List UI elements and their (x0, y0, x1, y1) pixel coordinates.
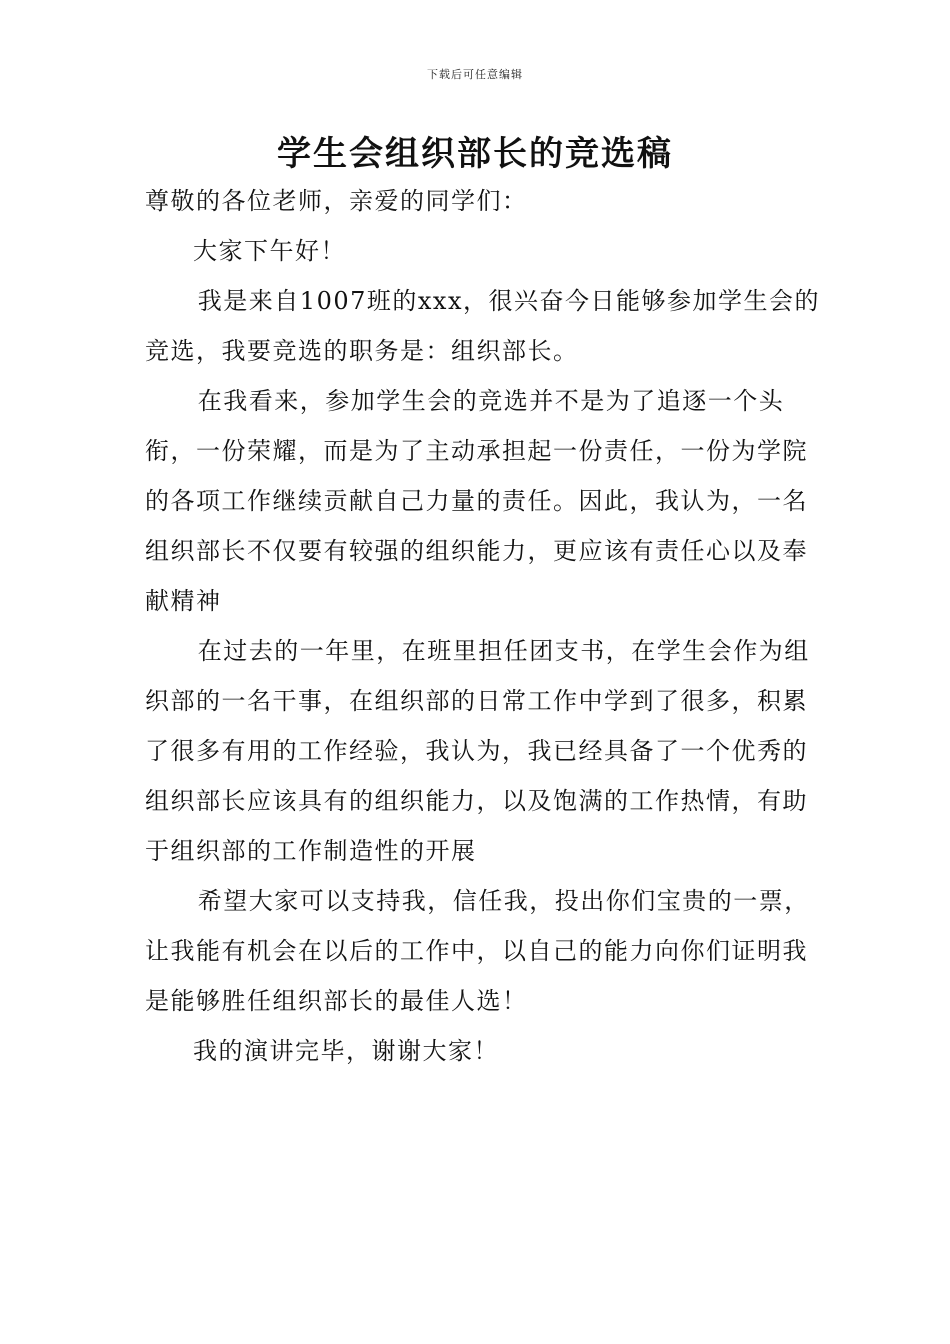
document-title: 学生会组织部长的竞选稿 (277, 134, 673, 174)
header-note: 下载后可任意编辑 (427, 68, 523, 81)
hope-paragraph: 希望大家可以支持我，信任我，投出你们宝贵的一票，让我能有机会在以后的工作中，以自己的能力向你们证明我是能够胜任组织部长的最佳人选！ (145, 887, 810, 1015)
greeting-paragraph: 尊敬的各位老师，亲爱的同学们： (145, 187, 528, 215)
closing-paragraph: 我的演讲完毕，谢谢大家！ (193, 1037, 499, 1065)
hello-paragraph: 大家下午好！ (193, 237, 346, 265)
intro-paragraph: 我是来自1007班的xxx，很兴奋今日能够参加学生会的竞选，我要竞选的职务是：组织部长。 (145, 287, 820, 365)
experience-paragraph: 在过去的一年里，在班里担任团支书，在学生会作为组织部的一名干事，在组织部的日常工作中学到了很多，积累了很多有用的工作经验，我认为，我已经具备了一个优秀的组织部长应该具有的组织能力，以及饱满的工作热情，有助于组织部的工作制造性的开展 (145, 637, 810, 865)
document-body (145, 176, 825, 1076)
view-paragraph: 在我看来，参加学生会的竞选并不是为了追逐一个头衔，一份荣耀，而是为了主动承担起一份责任，一份为学院的各项工作继续贡献自己力量的责任。因此，我认为，一名组织部长不仅要有较强的组织能力，更应该有责任心以及奉献精神 (145, 387, 808, 615)
